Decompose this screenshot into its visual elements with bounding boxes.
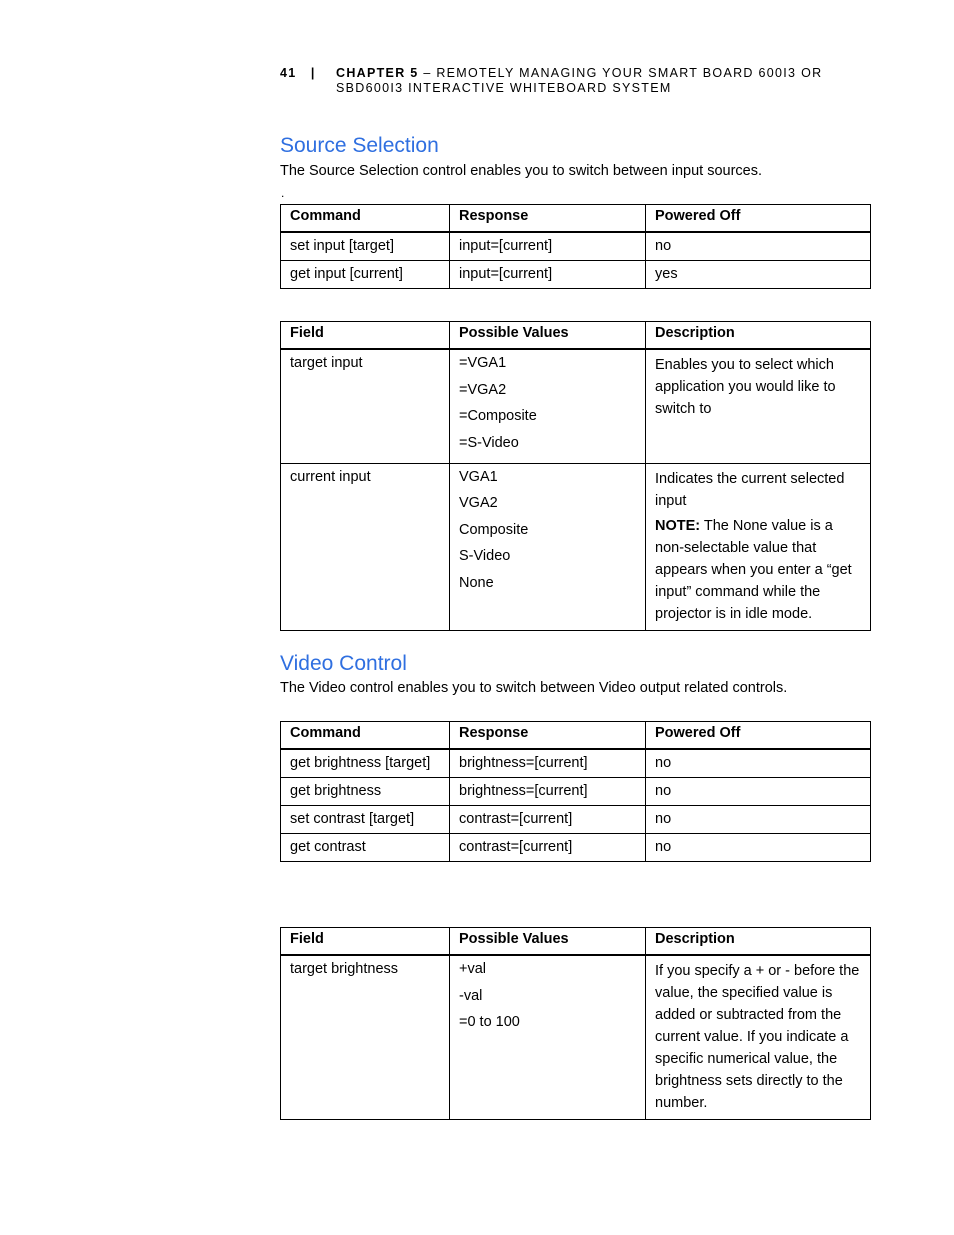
column-header: Possible Values [450,928,646,956]
table-cell: yes [646,261,871,289]
column-header: Field [281,928,450,956]
page-number: 41 | [280,66,316,80]
table-cell: brightness=[current] [450,778,646,806]
note-label: NOTE: [655,517,701,534]
field-cell: target brightness [281,955,450,1120]
value-item: =S-Video [459,434,519,451]
table-cell: no [646,806,871,834]
chapter-title-line-1: – REMOTELY MANAGING YOUR SMART BOARD 600I3 OR [418,66,823,80]
column-header: Description [646,322,871,350]
table-cell: get contrast [281,834,450,862]
table-row [281,232,871,261]
table-cell: contrast=[current] [450,806,646,834]
source-selection-intro: The Source Selection control enables you to switch between input sources. [280,163,762,179]
table-row [281,806,871,834]
description-cell [646,349,871,463]
column-header: Command [281,205,450,233]
column-header: Response [450,722,646,750]
values-cell [450,955,646,1120]
table-header-row [281,322,871,350]
chapter-title-line-2: SBD600I3 INTERACTIVE WHITEBOARD SYSTEM [336,81,672,95]
table-cell: input=[current] [450,261,646,289]
source-command-table [280,204,871,289]
column-header: Field [281,322,450,350]
value-item: =0 to 100 [459,1014,520,1030]
values-cell [450,349,646,463]
value-item: None [459,574,494,591]
table-cell: no [646,778,871,806]
page-header [280,66,880,96]
note-text: The None value is a non-selectable value that appears when you enter a “get input” command while the projector is in idle mode. [655,517,852,622]
table-cell: input=[current] [450,232,646,261]
value-item: Composite [459,521,529,538]
table-header-row [281,205,871,233]
value-item: +val [459,961,487,977]
description-cell [646,955,871,1120]
table-cell: set contrast [target] [281,806,450,834]
note-paragraph [655,515,861,625]
table-cell: no [646,232,871,261]
table-cell: no [646,749,871,778]
column-header: Response [450,205,646,233]
header-line-1 [280,66,880,81]
table-header-row [281,722,871,750]
table-row [281,749,871,778]
table-row [281,463,871,630]
chapter-label: CHAPTER 5 [336,66,419,80]
field-cell: target input [281,349,450,463]
table-row [281,955,871,1120]
value-item: =VGA2 [459,381,507,398]
stray-mark: . [281,186,285,200]
table-cell: set input [target] [281,232,450,261]
description-cell [646,463,871,630]
values-cell [450,463,646,630]
table-header-row [281,928,871,956]
table-row [281,778,871,806]
table-row [281,349,871,463]
video-field-table [280,927,871,1120]
table-cell: contrast=[current] [450,834,646,862]
value-item: =VGA1 [459,355,507,371]
table-cell: brightness=[current] [450,749,646,778]
table-cell: get brightness [target] [281,749,450,778]
table-cell: get brightness [281,778,450,806]
description-text: Indicates the current selected input [655,470,845,509]
source-field-table [280,321,871,631]
description-text: If you specify a + or - before the value, the specified value is added or subtracted from the current value. If you indicate a specific numerical value, the brightness sets directly to the number. [655,963,860,1111]
section-heading-source-selection: Source Selection [280,134,439,157]
column-header: Description [646,928,871,956]
value-item: S-Video [459,548,511,564]
description-text: Enables you to select which application you would like to switch to [655,357,836,417]
value-item: -val [459,987,483,1004]
column-header: Powered Off [646,205,871,233]
value-item: =Composite [459,408,537,424]
column-header: Command [281,722,450,750]
value-item: VGA1 [459,468,498,485]
table-row [281,261,871,289]
value-item: VGA2 [459,495,498,511]
field-cell: current input [281,463,450,630]
table-cell: get input [current] [281,261,450,289]
video-command-table [280,721,871,862]
video-control-intro: The Video control enables you to switch between Video output related controls. [280,680,788,696]
column-header: Powered Off [646,722,871,750]
table-cell: no [646,834,871,862]
section-heading-video-control: Video Control [280,652,407,675]
column-header: Possible Values [450,322,646,350]
table-row [281,834,871,862]
